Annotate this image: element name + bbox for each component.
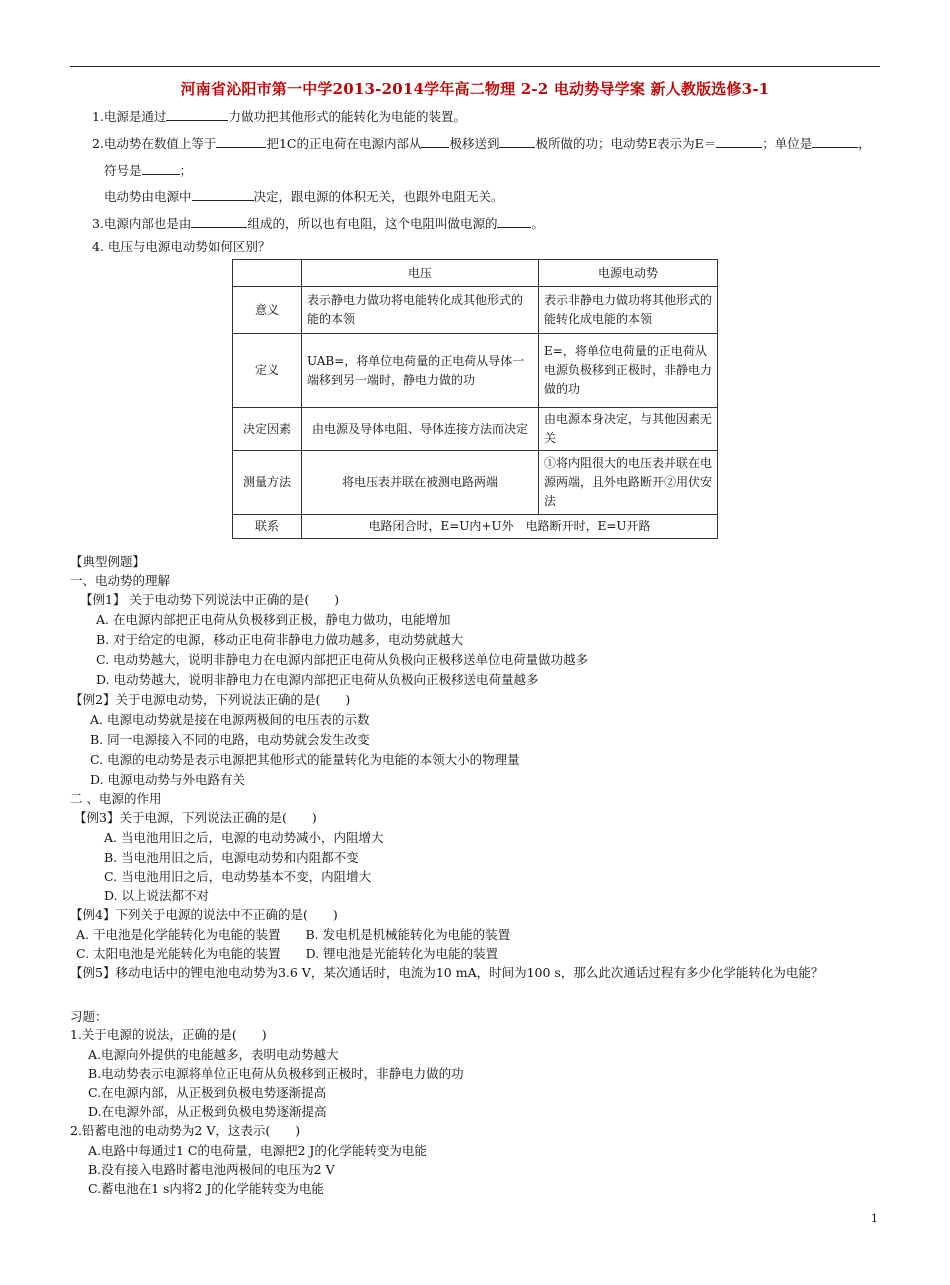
q2-blank-3[interactable] (499, 135, 535, 148)
table-row (233, 408, 718, 451)
row-label: 定义 (233, 334, 302, 408)
example-5-question: 【例5】移动电话中的锂电池电动势为3.6 V，某次通话时，电流为10 mA，时间为100 s，那么此次通话过程有多少化学能转化为电能？ (70, 965, 824, 980)
example-4-question: 【例4】下列关于电源的说法中不正确的是( ) (70, 907, 338, 922)
header-rule (70, 66, 880, 67)
row-label: 联系 (233, 515, 302, 539)
exercise-1-question: 1.关于电源的说法，正确的是( ) (70, 1027, 267, 1042)
q2-blank-5[interactable] (812, 135, 858, 148)
table-header-row (233, 260, 718, 287)
example-2-option-a[interactable]: A. 电源电动势就是接在电源两极间的电压表的示数 (90, 712, 370, 727)
q2-text-e: ；单位是 (762, 136, 813, 151)
q3-blank-1[interactable] (191, 215, 247, 228)
exercise-1-option-d[interactable]: D.在电源外部，从正极到负极电势逐渐提高 (88, 1104, 327, 1119)
example-2-option-b[interactable]: B. 同一电源接入不同的电路，电动势就会发生改变 (90, 732, 370, 747)
document-title: 河南省沁阳市第一中学2013-2014学年高二物理 2-2 电动势导学案 新人教版选修3-1 (180, 80, 770, 98)
voltage-cell: 由电源及导体电阻、导体连接方法而决定 (302, 408, 539, 451)
q3-text-b: 组成的，所以也有电阻，这个电阻叫做电源的 (247, 216, 498, 231)
exercises-header: 习题： (70, 1009, 108, 1024)
example-1-question: 【例1】 关于电动势下列说法中正确的是( ) (80, 592, 340, 607)
q2-text-c: 极移送到 (449, 136, 500, 151)
example-2-question: 【例2】关于电源电动势，下列说法正确的是( ) (70, 692, 351, 707)
example-3-option-c[interactable]: C. 当电池用旧之后，电动势基本不变，内阻增大 (104, 869, 372, 884)
voltage-cell: 表示静电力做功将电能转化成其他形式的能的本领 (302, 287, 539, 334)
exercise-2-question: 2.铅蓄电池的电动势为2 V，这表示( ) (70, 1123, 301, 1138)
table-head-emf: 电源电动势 (539, 260, 718, 287)
q2-blank-2[interactable] (421, 135, 449, 148)
q2-text-f: ， (858, 136, 871, 151)
q1-blank[interactable] (166, 108, 228, 121)
example-3-option-b[interactable]: B. 当电池用旧之后，电源电动势和内阻都不变 (104, 850, 359, 865)
example-4-options-ab[interactable]: A. 干电池是化学能转化为电能的装置 B. 发电机是机械能转化为电能的装置 (76, 927, 511, 942)
q2-text-d: 极所做的功；电动势E表示为E＝ (535, 136, 717, 151)
example-2-option-c[interactable]: C. 电源的电动势是表示电源把其他形式的能量转化为电能的本领大小的物理量 (90, 752, 520, 767)
q2-blank-1[interactable] (216, 135, 266, 148)
q2-text-h: ； (179, 163, 193, 178)
example-3-question: 【例3】关于电源，下列说法正确的是( ) (74, 810, 317, 825)
exercise-1-option-a[interactable]: A.电源向外提供的电能越多，表明电动势越大 (88, 1047, 339, 1062)
table-row (233, 515, 718, 539)
voltage-cell: UAB=，将单位电荷量的正电荷从导体一端移到另一端时，静电力做的功 (302, 334, 539, 408)
q2-blank-7[interactable] (192, 188, 254, 201)
examples-header: 【典型例题】 (70, 554, 146, 569)
emf-cell: 表示非静电力做功将其他形式的能转化成电能的本领 (539, 287, 718, 334)
q2-blank-4[interactable] (716, 135, 762, 148)
relation-cell: 电路闭合时，E=U内+U外 电路断开时，E=U开路 (302, 515, 718, 539)
section-heading-1: 一、电动势的理解 (70, 573, 171, 588)
exercise-2-option-a[interactable]: A.电路中每通过1 C的电荷量，电源把2 J的化学能转变为电能 (88, 1143, 427, 1158)
table-row (233, 334, 718, 408)
table-row (233, 287, 718, 334)
q1-text-a: 1.电源是通过 (92, 109, 167, 124)
row-label: 测量方法 (233, 451, 302, 515)
q2-blank-6[interactable] (142, 162, 180, 175)
exercise-2-option-b[interactable]: B.没有接入电路时蓄电池两极间的电压为2 V (88, 1162, 335, 1177)
emf-cell: E=，将单位电荷量的正电荷从电源负极移到正极时，非静电力做的功 (539, 334, 718, 408)
table-head-voltage: 电压 (302, 260, 539, 287)
table-corner-cell (233, 260, 302, 287)
question-4: 4. 电压与电源电动势如何区别？ (92, 239, 271, 254)
exercise-2-option-c[interactable]: C.蓄电池在1 s内将2 J的化学能转变为电能 (88, 1181, 324, 1196)
example-4-options-cd[interactable]: C. 太阳电池是光能转化为电能的装置 D. 锂电池是光能转化为电能的装置 (76, 946, 499, 961)
section-heading-2: 二 、电源的作用 (70, 791, 162, 806)
question-2-symbol (104, 162, 192, 180)
exercise-1-option-c[interactable]: C.在电源内部，从正极到负极电势逐渐提高 (88, 1085, 327, 1100)
q2-text-a: 2.电动势在数值上等于 (92, 136, 217, 151)
q2-text-g: 符号是 (104, 163, 142, 178)
q3-blank-2[interactable] (497, 215, 531, 228)
question-2-determine (104, 188, 504, 206)
q2-text-i: 电动势由电源中 (104, 189, 192, 204)
example-1-option-d[interactable]: D. 电动势越大，说明非静电力在电源内部把正电荷从负极向正极移送电荷量越多 (96, 672, 539, 687)
q1-text-b: 力做功把其他形式的能转化为电能的装置。 (228, 109, 466, 124)
page-number: 1 (871, 1212, 878, 1225)
question-3 (92, 215, 544, 233)
example-3-option-a[interactable]: A. 当电池用旧之后，电源的电动势减小，内阻增大 (104, 830, 384, 845)
voltage-cell: 将电压表并联在被测电路两端 (302, 451, 539, 515)
example-3-option-d[interactable]: D. 以上说法都不对 (104, 888, 210, 903)
example-1-option-b[interactable]: B. 对于给定的电源，移动正电荷非静电力做功越多，电动势就越大 (96, 632, 464, 647)
row-label: 决定因素 (233, 408, 302, 451)
example-1-option-c[interactable]: C. 电动势越大，说明非静电力在电源内部把正电荷从负极向正极移送单位电荷量做功越多 (96, 652, 589, 667)
q2-text-b: 把1C的正电荷在电源内部从 (266, 136, 422, 151)
emf-cell: ①将内阻很大的电压表并联在电源两端，且外电路断开②用伏安法 (539, 451, 718, 515)
question-1 (92, 108, 466, 126)
row-label: 意义 (233, 287, 302, 334)
q3-text-a: 3.电源内部也是由 (92, 216, 192, 231)
example-2-option-d[interactable]: D. 电源电动势与外电路有关 (90, 772, 246, 787)
q2-text-j: 决定，跟电源的体积无关，也跟外电阻无关。 (253, 189, 504, 204)
exercise-1-option-b[interactable]: B.电动势表示电源将单位正电荷从负极移到正极时，非静电力做的功 (88, 1066, 464, 1081)
question-2 (92, 135, 871, 153)
table-row (233, 451, 718, 515)
example-1-option-a[interactable]: A. 在电源内部把正电荷从负极移到正极，静电力做功，电能增加 (96, 612, 451, 627)
comparison-table (232, 259, 718, 539)
emf-cell: 由电源本身决定，与其他因素无关 (539, 408, 718, 451)
q3-text-c: 。 (531, 216, 544, 231)
